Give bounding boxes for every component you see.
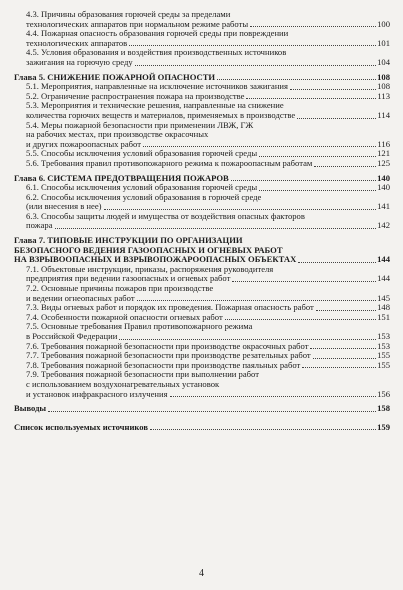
toc-entry-text: 7.7. Требования пожарной безопасности при производстве резательных работ: [26, 350, 311, 361]
toc-section-entry: [14, 10, 390, 29]
toc-entry-text: 5.4. Меры пожарной безопасности при применении ЛВЖ, ГЖ: [26, 119, 254, 130]
toc-entry-text: 4.4. Пожарная опасность образования горючей среды при повреждении: [26, 28, 289, 39]
toc-dot-leader: [217, 79, 376, 80]
toc-page-number: 153: [377, 340, 390, 351]
toc-dot-leader: [150, 429, 376, 430]
toc-page-number: 114: [377, 109, 390, 120]
toc-section-entry: [14, 284, 390, 303]
toc-page-number: 113: [377, 90, 390, 101]
toc-dot-leader: [104, 209, 377, 210]
toc-entry-text: 5.3. Мероприятия и технические решения, направленные на снижение: [26, 100, 284, 111]
toc-entry-text: 7.5. Основные требования Правил противопожарного режима: [26, 321, 253, 332]
toc-dot-leader: [290, 89, 376, 90]
toc-page-number: 141: [377, 201, 390, 212]
toc-page-number: 156: [377, 388, 390, 399]
toc-dot-leader: [246, 98, 376, 99]
toc-entry-text: и ведении огнеопасных работ: [26, 292, 135, 303]
toc-dot-leader: [259, 190, 376, 191]
toc-entry-text: 7.8. Требования пожарной безопасности при производстве паяльных работ: [26, 359, 301, 370]
toc-entry-text: с использованием воздухонагревательных установок: [26, 378, 220, 389]
toc-dot-leader: [259, 156, 376, 157]
toc-page-number: 116: [377, 138, 390, 149]
toc-dot-leader: [170, 396, 377, 397]
toc-entry-text: 5.1. Мероприятия, направленные на исключение источников зажигания: [26, 81, 288, 92]
toc-entry-text: 6.2. Способы исключения условий образования в горючей среде: [26, 191, 262, 202]
toc-entry-text: и установок инфракрасного излучения: [26, 388, 168, 399]
toc-entry-text: 7.1. Объектовые инструкции, приказы, распоряжения руководителя: [26, 263, 274, 274]
toc-page-number: 100: [377, 18, 390, 29]
toc-section-entry: [14, 48, 390, 67]
toc-entry-text: 7.4. Особенности пожарной опасности огневых работ: [26, 311, 223, 322]
toc-page-number: 155: [377, 359, 390, 370]
page-number: 4: [199, 568, 204, 579]
toc-page-number: 121: [377, 148, 390, 159]
toc-section-entry: [14, 212, 390, 231]
toc-entry-text: 4.5. Условия образования и воздействия производственных источников: [26, 47, 287, 58]
toc-dot-leader: [232, 281, 376, 282]
toc-dot-leader: [137, 300, 377, 301]
toc-dot-leader: [298, 262, 376, 263]
toc-page-number: 108: [377, 81, 390, 92]
toc-page-number: 101: [377, 37, 390, 48]
toc-entry-text: 6.1. Способы исключения условий образования горючей среды: [26, 182, 258, 193]
toc-dot-leader: [316, 310, 376, 311]
toc-entry-text: технологических аппаратов при нормальном режиме работы: [26, 18, 249, 29]
toc-entry-text: НА ВЗРЫВООПАСНЫХ И ВЗРЫВОПОЖАРООПАСНЫХ ОБЪЕКТАХ: [14, 254, 297, 265]
toc-page-number: 158: [377, 403, 390, 414]
toc-entry-text: 6.3. Способы защиты людей и имущества от воздействия опасных факторов: [26, 210, 305, 221]
toc-entry-text: Глава 6. СИСТЕМА ПРЕДОТВРАЩЕНИЯ ПОЖАРОВ: [14, 172, 229, 183]
toc-chapter-entry: [14, 236, 390, 265]
toc-entry-text: количества горючих веществ и материалов, применяемых в производстве: [26, 109, 296, 120]
toc-dot-leader: [313, 358, 376, 359]
toc-chapter-entry: [14, 404, 390, 414]
toc-entry-text: и других пожароопасных работ: [26, 138, 141, 149]
toc-entry-text: на рабочих местах, при производстве окрасочных: [26, 129, 209, 140]
toc-section-entry: [14, 29, 390, 48]
toc-page-number: 148: [377, 302, 390, 313]
toc-entry-text: зажигания на горючую среду: [26, 56, 133, 67]
toc-section-entry: [14, 322, 390, 341]
toc-entry-text: БЕЗОПАСНОГО ВЕДЕНИЯ ГАЗООПАСНЫХ И ОГНЕВЫХ РАБОТ: [14, 244, 283, 255]
toc-entry-text: 7.6. Требования пожарной безопасности при производстве окрасочных работ: [26, 340, 309, 351]
toc-entry-text: 7.3. Виды огневых работ и порядок их проведения. Пожарная опасность работ: [26, 302, 314, 313]
toc-page-number: 104: [377, 56, 390, 67]
toc-page-number: 144: [377, 254, 390, 265]
toc-dot-leader: [297, 118, 376, 119]
toc-page-number: 151: [377, 311, 390, 322]
toc-dot-leader: [48, 411, 376, 412]
toc-dot-leader: [231, 180, 376, 181]
toc-section-entry: [14, 265, 390, 284]
toc-page-number: 142: [377, 220, 390, 231]
toc-dot-leader: [119, 339, 376, 340]
table-of-contents: [14, 10, 390, 432]
toc-dot-leader: [310, 348, 376, 349]
toc-section-entry: [14, 121, 390, 150]
toc-entry-text: предприятия при ведении газоопасных и огневых работ: [26, 273, 231, 284]
toc-entry-text: Глава 7. ТИПОВЫЕ ИНСТРУКЦИИ ПО ОРГАНИЗАЦИИ: [14, 235, 243, 246]
toc-entry-text: (или внесения в нее): [26, 201, 102, 212]
toc-dot-leader: [55, 228, 377, 229]
toc-dot-leader: [143, 146, 376, 147]
toc-dot-leader: [129, 45, 376, 46]
toc-entry-text: 7.2. Основные причины пожаров при производстве: [26, 283, 214, 294]
toc-entry-text: 5.6. Требования правил противопожарного режима к пожароопасным работам: [26, 157, 313, 168]
toc-dot-leader: [225, 319, 376, 320]
toc-page-number: 145: [377, 292, 390, 303]
toc-page-number: 144: [377, 273, 390, 284]
toc-page-number: 140: [377, 172, 390, 183]
toc-page-number: 108: [377, 71, 390, 82]
toc-entry-text: Глава 5. СНИЖЕНИЕ ПОЖАРНОЙ ОПАСНОСТИ: [14, 71, 216, 82]
toc-entry-text: Выводы: [14, 403, 47, 414]
toc-entry-text: 5.5. Способы исключения условий образования горючей среды: [26, 148, 258, 159]
toc-section-entry: [14, 101, 390, 120]
toc-entry-text: технологических аппаратов: [26, 37, 128, 48]
toc-dot-leader: [302, 367, 376, 368]
toc-entry-text: в Российской Федерации: [26, 331, 118, 341]
toc-page-number: 155: [377, 350, 390, 361]
toc-entry-text: 7.9. Требования пожарной безопасности при выполнении работ: [26, 369, 259, 380]
toc-page-number: 125: [377, 157, 390, 168]
toc-entry-text: 4.3. Причины образования горючей среды за пределами: [26, 9, 231, 19]
toc-dot-leader: [250, 26, 376, 27]
toc-entry-text: 5.2. Ограничение распространения пожара на производстве: [26, 90, 245, 101]
toc-section-entry: [14, 193, 390, 212]
toc-entry-text: Список используемых источников: [14, 421, 148, 432]
toc-section-entry: [14, 370, 390, 399]
toc-section-entry: [14, 159, 390, 169]
toc-chapter-entry: [14, 423, 390, 433]
toc-dot-leader: [135, 65, 376, 66]
toc-page-number: 153: [377, 331, 390, 341]
toc-entry-text: пожара: [26, 220, 53, 231]
toc-dot-leader: [314, 166, 376, 167]
toc-page-number: 159: [377, 421, 390, 432]
toc-page-number: 140: [377, 182, 390, 193]
